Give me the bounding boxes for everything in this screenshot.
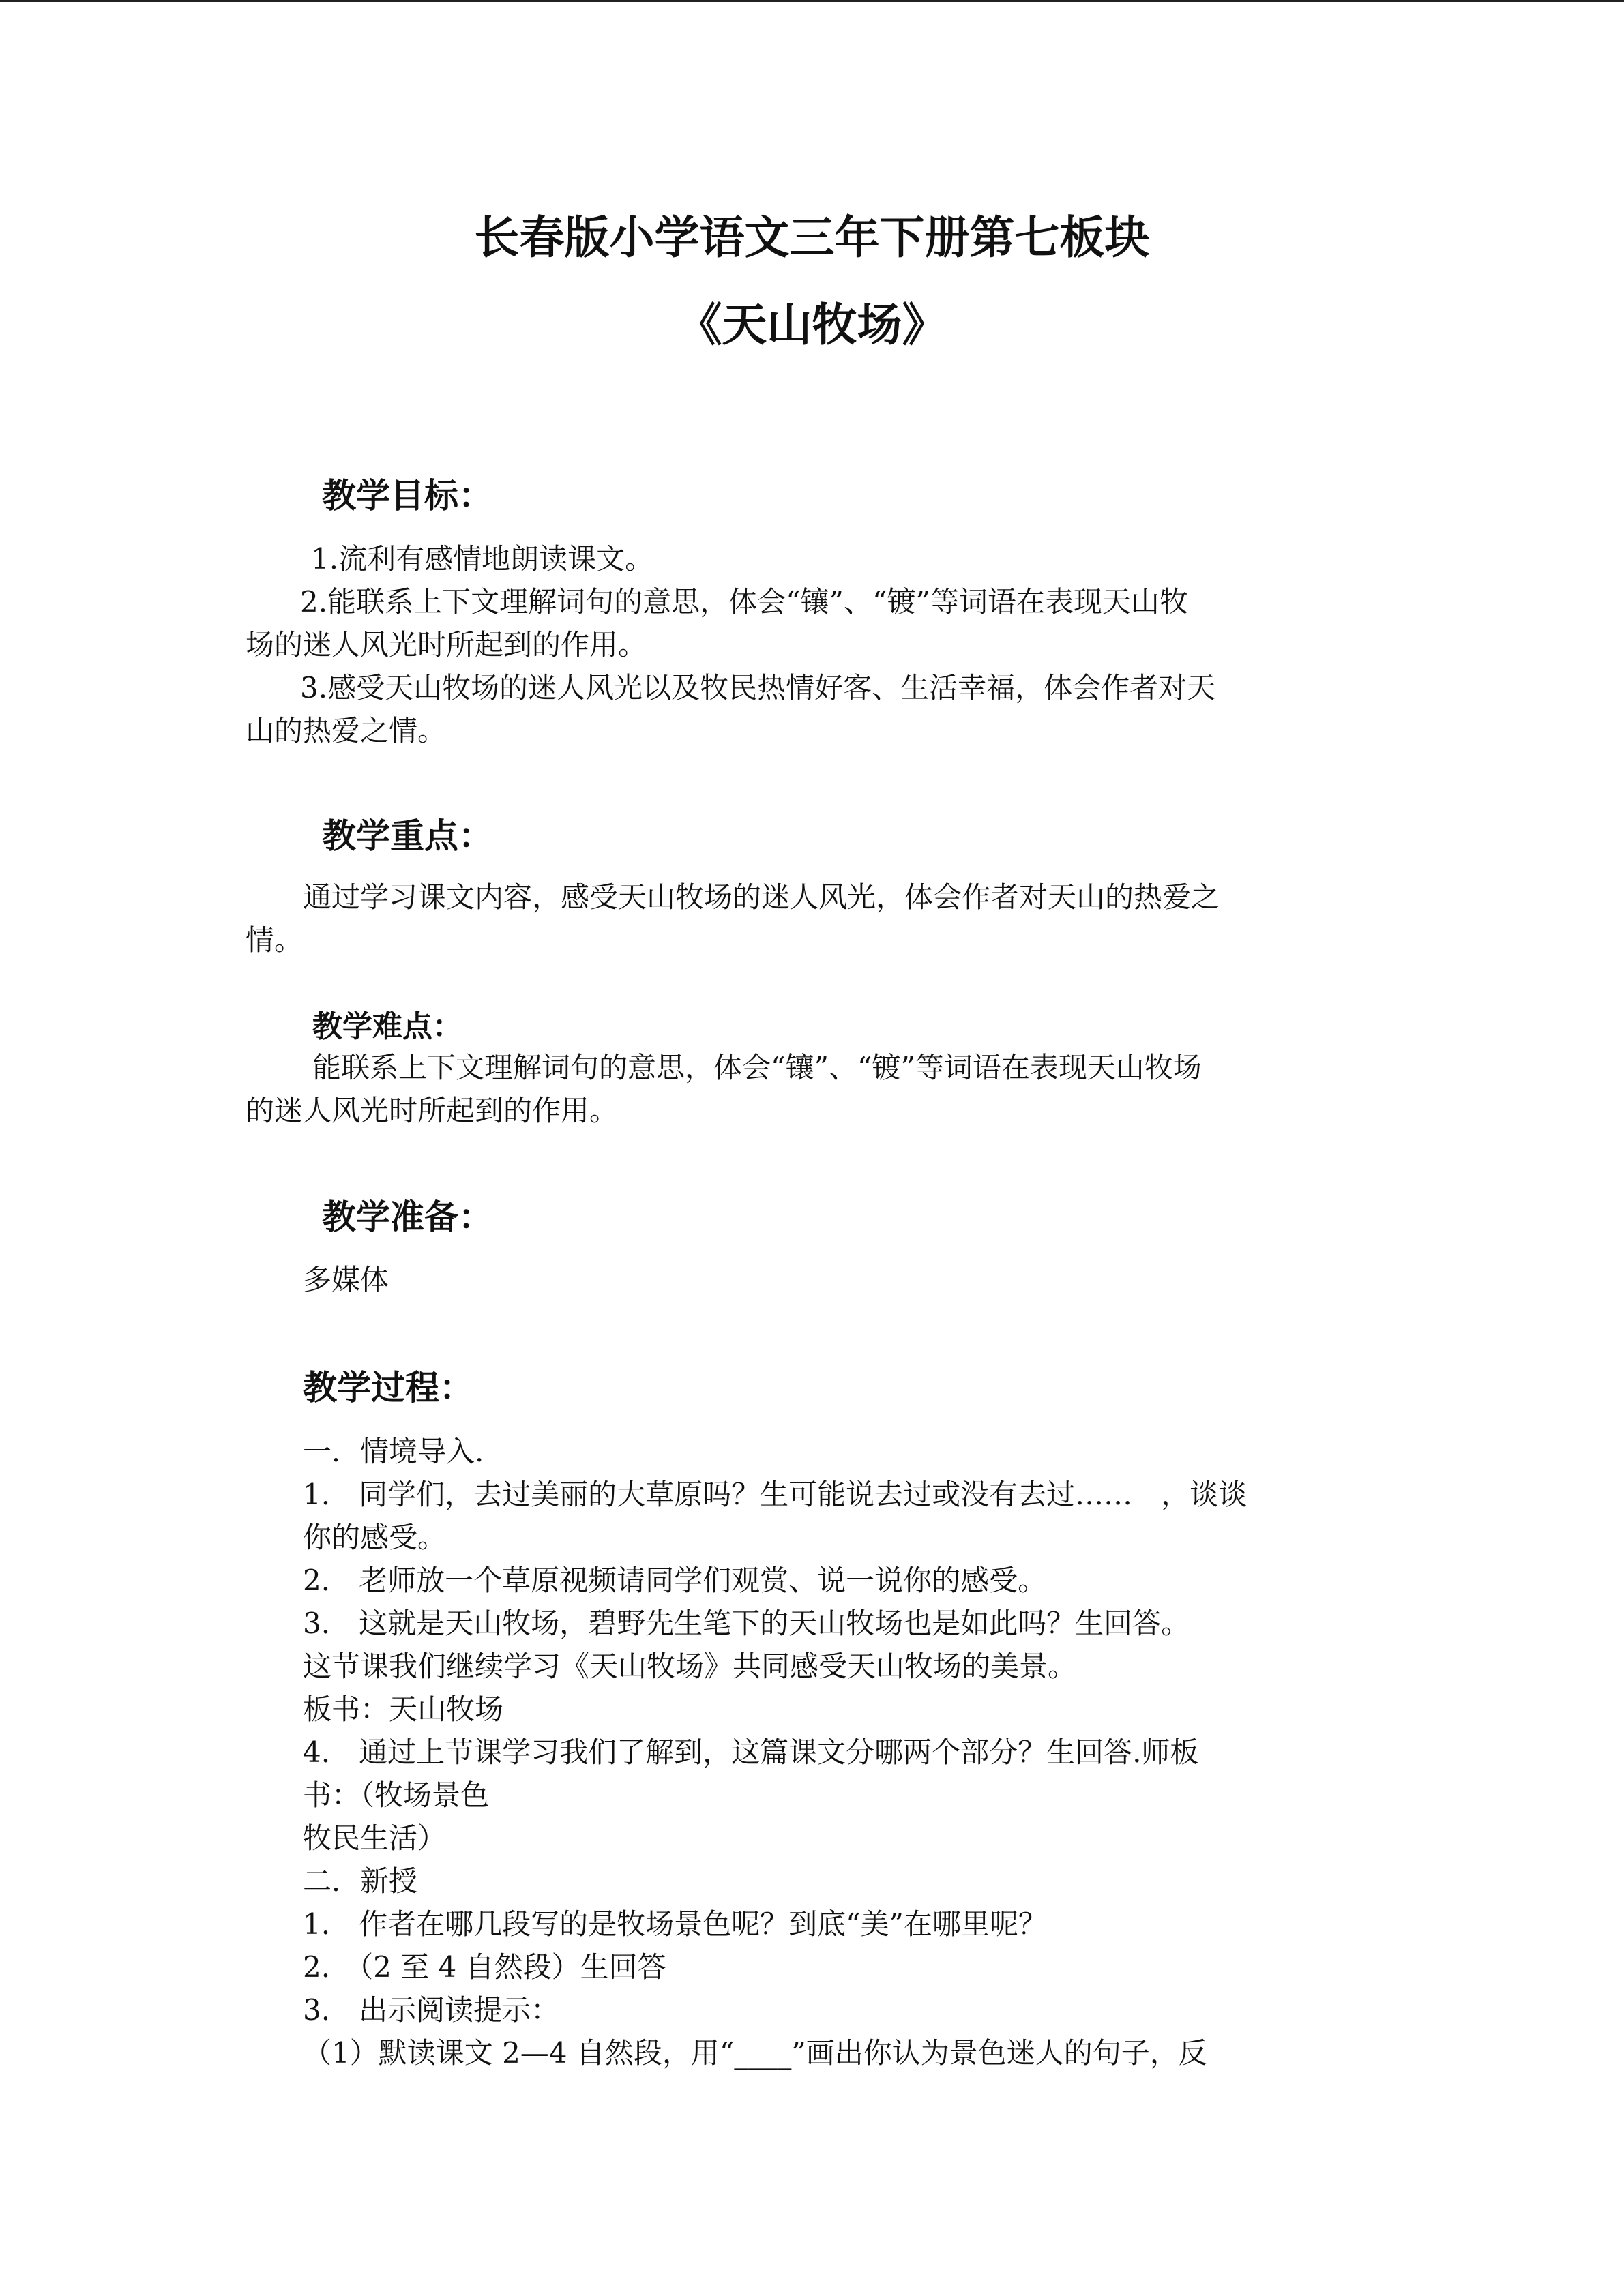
process-line: 2. 老师放一个草原视频请同学们观赏、说一说你的感受。 [303,1564,1047,1597]
process-line: 1. 同学们，去过美丽的大草原吗？生可能说去过或没有去过…… ，谈谈 [303,1478,1247,1511]
process-line: 4. 通过上节课学习我们了解到，这篇课文分哪两个部分？生回答.师板 [303,1735,1199,1769]
process-line: 2. （2 至 4 自然段）生回答 [303,1950,666,1984]
process-line: 二．新授 [303,1864,418,1898]
process-line: （1）默读课文 2—4 自然段，用“____”画出你认为景色迷人的句子，反 [303,2036,1207,2070]
goals-line: 3.感受天山牧场的迷人风光以及牧民热情好客、生活幸福，体会作者对天 [300,671,1216,704]
process-line: 牧民生活） [303,1821,447,1855]
difficulties-heading: 教学难点： [312,1009,462,1044]
process-heading: 教学过程： [303,1367,473,1407]
keypoints-heading: 教学重点： [322,816,492,856]
doc-title-line-2: 《天山牧场》 [677,298,947,351]
goals-heading: 教学目标： [322,475,492,516]
doc-title-line-1: 长春版小学语文三年下册第七板块 [474,211,1150,264]
preparation-line: 多媒体 [303,1263,389,1296]
process-line: 你的感受。 [303,1521,447,1554]
keypoints-line: 通过学习课文内容，感受天山牧场的迷人风光，体会作者对天山的热爱之 [303,880,1220,914]
process-line: 板书：天山牧场 [303,1693,504,1726]
process-line: 3. 出示阅读提示： [303,1993,560,2027]
goals-line: 2.能联系上下文理解词句的意思，体会“镶”、“镀”等词语在表现天山牧 [300,585,1188,618]
goals-line: 1.流利有感情地朗读课文。 [311,542,654,576]
goals-line: 场的迷人风光时所起到的作用。 [246,628,647,661]
difficulties-line: 的迷人风光时所起到的作用。 [246,1094,619,1127]
process-line: 书：（牧场景色 [303,1778,490,1812]
process-line: 一．情境导入. [303,1435,484,1468]
keypoints-line: 情。 [246,923,304,957]
process-line: 这节课我们继续学习《天山牧场》共同感受天山牧场的美景。 [303,1650,1077,1683]
process-line: 1. 作者在哪几段写的是牧场景色呢？到底“美”在哪里呢？ [303,1907,1048,1941]
goals-line: 山的热爱之情。 [246,714,447,747]
process-line: 3. 这就是天山牧场，碧野先生笔下的天山牧场也是如此吗？生回答。 [303,1607,1190,1640]
difficulties-line: 能联系上下文理解词句的意思，体会“镶”、“镀”等词语在表现天山牧场 [312,1051,1202,1084]
preparation-heading: 教学准备： [322,1197,492,1237]
